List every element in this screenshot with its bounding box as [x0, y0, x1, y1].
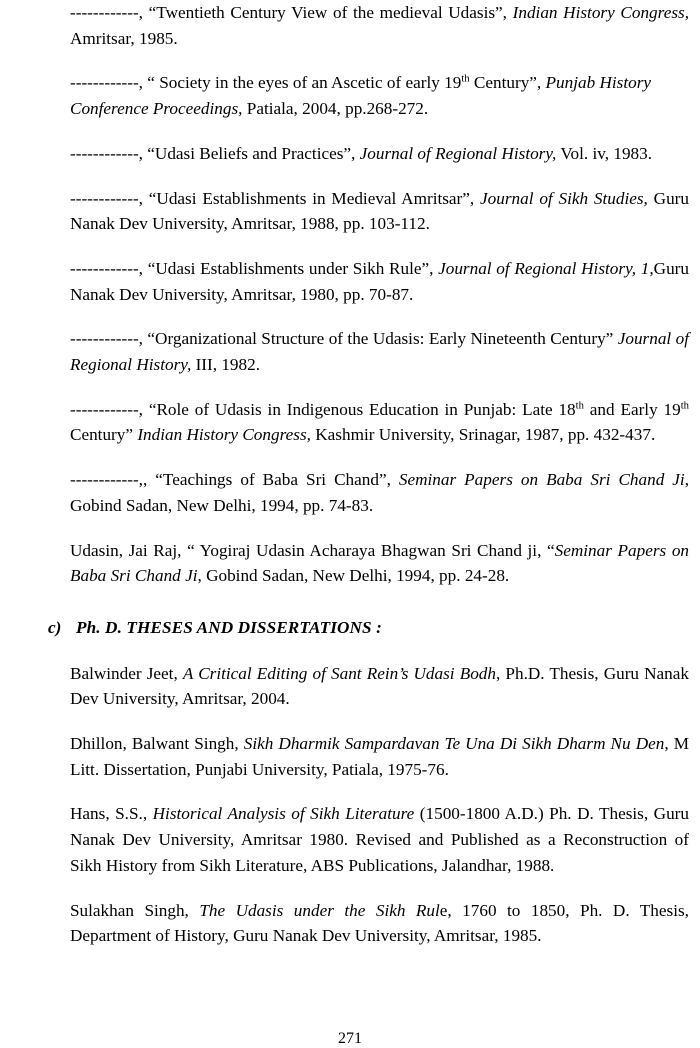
- page-number: 271: [338, 1030, 362, 1047]
- bibliography-entry: ------------,, “Teachings of Baba Sri Chand”, Seminar Papers on Baba Sri Chand Ji, Gobind Sadan, New Delhi, 1994, pp. 74-83.: [70, 470, 689, 515]
- bibliography-entry: ------------, “Organizational Structure of the Udasis: Early Nineteenth Century” Journal of Regional History, III, 1982.: [70, 329, 689, 375]
- bibliography-entry: Hans, S.S., Historical Analysis of Sikh Literature (1500-1800 A.D.) Ph. D. Thesis, Guru Nanak Dev University, Amritsar 1980. Revised and Published as a Reconstruction of Sikh History from Sikh Literature, ABS Publications, Jalandhar, 1988.: [70, 804, 689, 875]
- bibliography-entry: ------------, “ Society in the eyes of an Ascetic of early 19th Century”, Punjab History Conference Proceedings, Patiala, 2004, pp.268-272.: [70, 73, 652, 119]
- bibliography-body: [48, 0, 690, 949]
- bibliography-entry: Udasin, Jai Raj, “ Yogiraj Udasin Acharaya Bhagwan Sri Chand ji, “Seminar Papers on Baba Sri Chand Ji, Gobind Sadan, New Delhi, 1994, pp. 24-28.: [70, 540, 690, 586]
- bibliography-entry: ------------, “Udasi Establishments in Medieval Amritsar”, Journal of Sikh Studies, Guru Nanak Dev University, Amritsar, 1988, pp. 103-112.: [70, 188, 689, 234]
- bibliography-entry: Balwinder Jeet, A Critical Editing of Sant Rein’s Udasi Bodh, Ph.D. Thesis, Guru Nanak Dev University, Amritsar, 2004.: [70, 663, 690, 709]
- section-marker: c): [48, 617, 62, 637]
- bibliography-entry: ------------, “Twentieth Century View of the medieval Udasis”, Indian History Congress, Amritsar, 1985.: [70, 3, 689, 48]
- bibliography-entry: Dhillon, Balwant Singh, Sikh Dharmik Sampardavan Te Una Di Sikh Dharm Nu Den, M Litt. Dissertation, Punjabi University, Patiala, 1975-76.: [70, 734, 689, 779]
- bibliography-entry: ------------, “Udasi Establishments under Sikh Rule”, Journal of Regional History, 1,Guru Nanak Dev University, Amritsar, 1980, pp. 70-87.: [70, 258, 689, 304]
- bibliography-entry: Sulakhan Singh, The Udasis under the Sikh Rule, 1760 to 1850, Ph. D. Thesis, Department of History, Guru Nanak Dev University, Amritsar, 1985.: [70, 900, 689, 946]
- section-title: Ph. D. THESES AND DISSERTATIONS :: [76, 617, 382, 637]
- bibliography-entry: ------------, “Role of Udasis in Indigenous Education in Punjab: Late 18th and Early 19th Century” Indian History Congress, Kashmir University, Srinagar, 1987, pp. 432-437.: [70, 399, 689, 445]
- bibliography-entry: ------------, “Udasi Beliefs and Practices”, Journal of Regional History, Vol. iv, 1983.: [70, 143, 653, 163]
- section-heading: [48, 615, 689, 641]
